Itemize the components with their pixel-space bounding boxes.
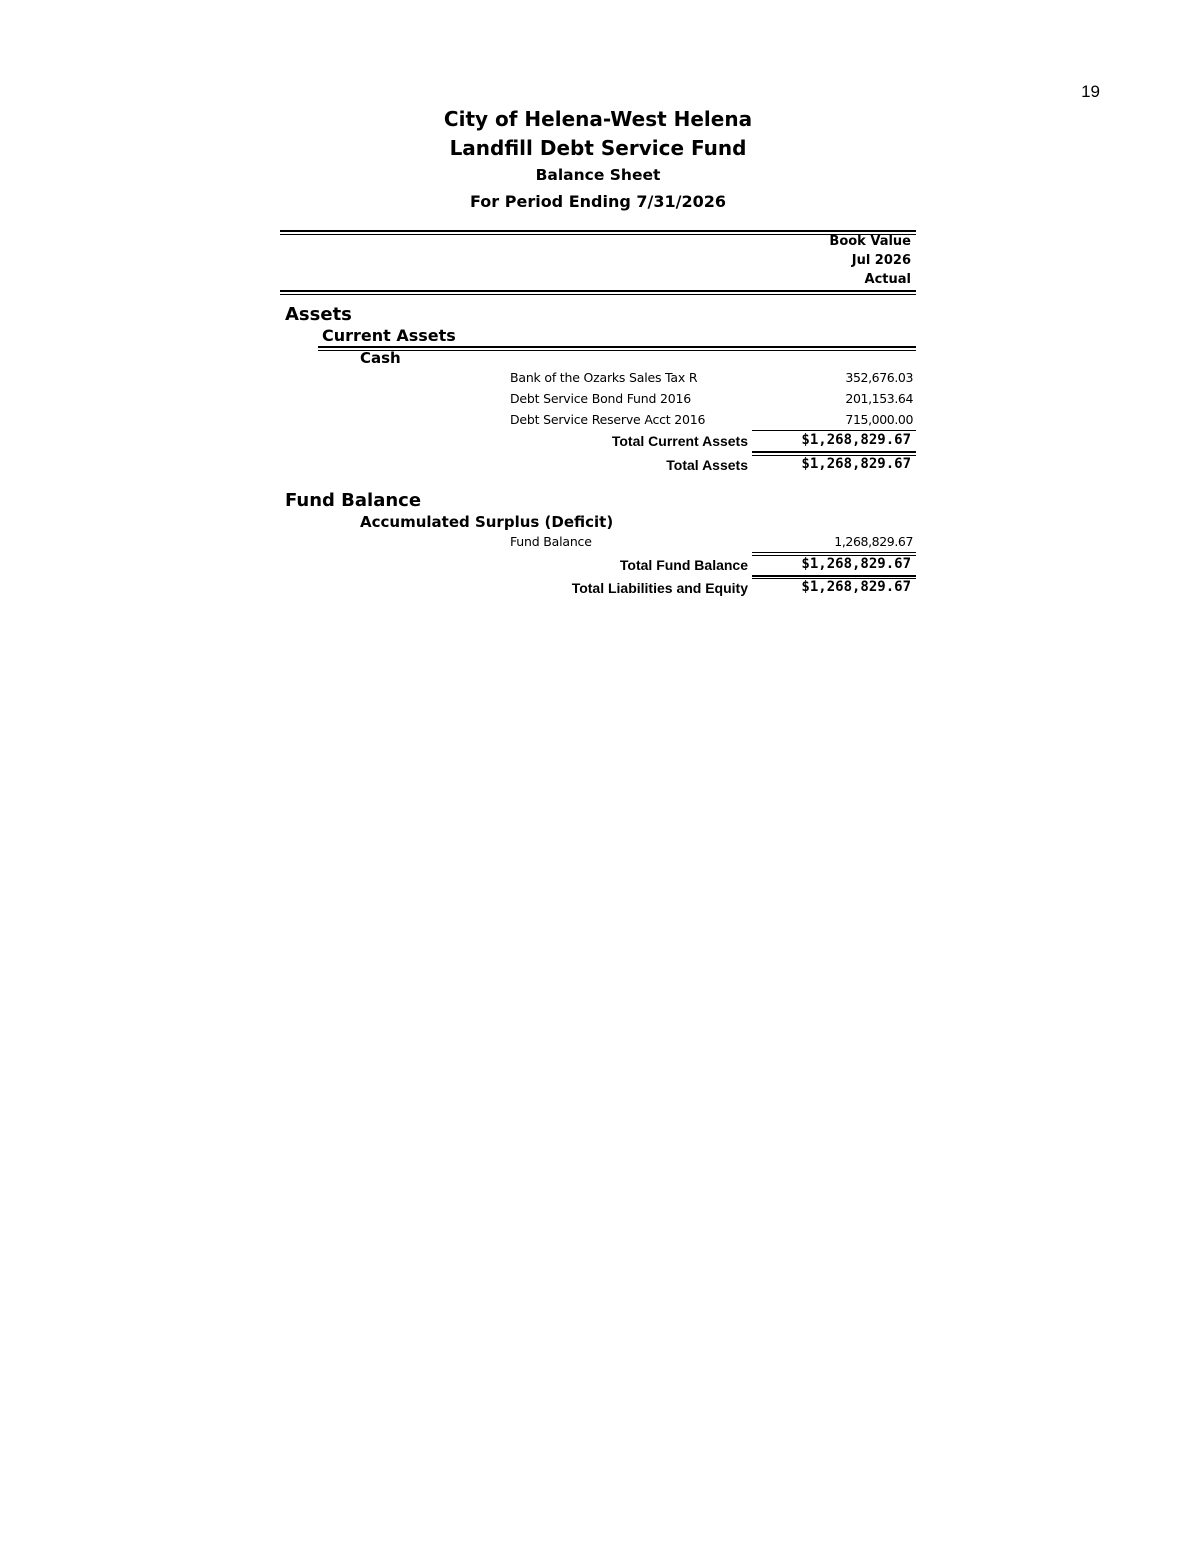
- total-assets-label: Total Assets: [666, 457, 748, 473]
- total-fund-balance-rule: [752, 552, 916, 553]
- section-accumulated-surplus-title: Accumulated Surplus (Deficit): [360, 513, 614, 531]
- current-assets-rule: [318, 346, 916, 348]
- line-item-amount: 201,153.64: [845, 391, 913, 406]
- report-entity-title: City of Helena-West Helena: [443, 107, 753, 131]
- section-current-assets-title: Current Assets: [322, 326, 456, 345]
- total-liabilities-equity-label: Total Liabilities and Equity: [571, 580, 748, 596]
- line-item-amount: 715,000.00: [845, 412, 913, 427]
- total-assets-amount: $1,268,829.67: [801, 456, 911, 472]
- header-top-rule-thin: [280, 234, 916, 235]
- report-fund-title: Landfill Debt Service Fund: [449, 136, 747, 160]
- line-item-amount: 352,676.03: [845, 370, 913, 385]
- total-current-assets-underline: [752, 451, 916, 453]
- total-fund-balance-amount: $1,268,829.67: [801, 556, 911, 572]
- section-assets-title: Assets: [285, 304, 352, 325]
- section-cash-title: Cash: [360, 349, 401, 367]
- line-item-label: Fund Balance: [510, 534, 592, 549]
- report-statement-title: Balance Sheet: [535, 166, 661, 184]
- total-current-assets-rule: [752, 430, 916, 431]
- total-liabilities-equity-amount: $1,268,829.67: [801, 579, 911, 595]
- report-period: For Period Ending 7/31/2026: [470, 192, 726, 211]
- current-assets-rule-thin: [318, 350, 916, 351]
- header-top-rule: [280, 230, 916, 232]
- page-number: 19: [1081, 82, 1100, 101]
- total-current-assets-amount: $1,268,829.67: [801, 432, 911, 448]
- line-item-label: Bank of the Ozarks Sales Tax R: [510, 370, 698, 385]
- header-bottom-rule-thin: [280, 294, 916, 295]
- line-item-amount: 1,268,829.67: [834, 534, 913, 549]
- total-current-assets-label: Total Current Assets: [611, 433, 748, 449]
- column-header-actual: Actual: [864, 272, 911, 287]
- line-item-label: Debt Service Bond Fund 2016: [510, 391, 692, 406]
- total-fund-balance-label: Total Fund Balance: [619, 557, 748, 573]
- line-item-label: Debt Service Reserve Acct 2016: [510, 412, 706, 427]
- header-bottom-rule: [280, 290, 916, 292]
- column-header-book-value: Book Value: [829, 234, 911, 249]
- total-fund-balance-underline: [752, 575, 916, 577]
- column-header-month: Jul 2026: [851, 253, 911, 268]
- section-fund-balance-title: Fund Balance: [285, 490, 422, 511]
